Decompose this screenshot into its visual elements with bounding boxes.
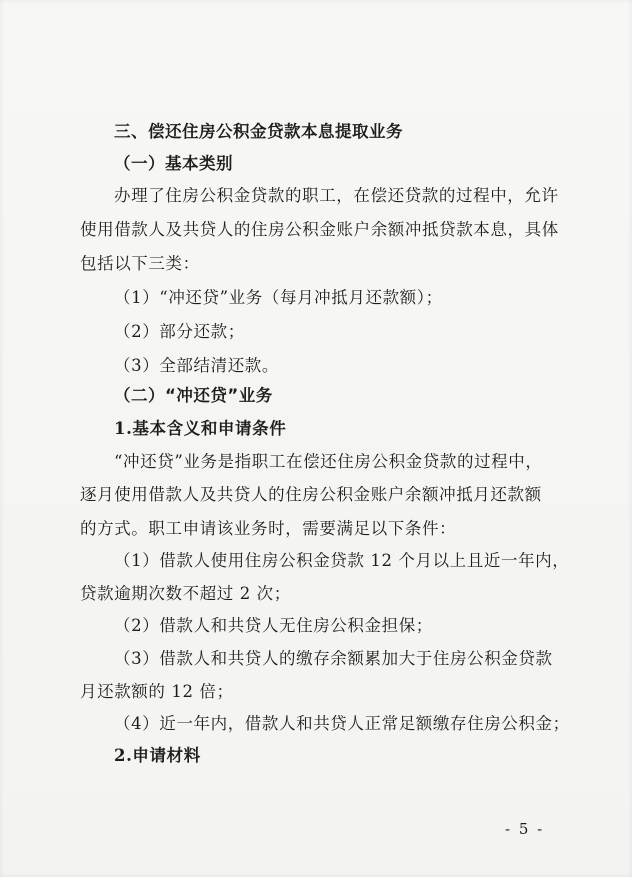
paragraph-line: “冲还贷”业务是指职工在偿还住房公积金贷款的过程中， xyxy=(114,452,543,471)
list-item: （2）部分还款； xyxy=(114,322,245,341)
subheading-application-materials: 2.申请材料 xyxy=(114,746,201,765)
condition-item: （1）借款人使用住房公积金贷款 12 个月以上且近一年内， xyxy=(114,551,570,570)
condition-item-continued: 月还款额的 12 倍； xyxy=(80,682,234,701)
paragraph-line: 的方式。职工申请该业务时，需要满足以下条件： xyxy=(80,519,457,538)
condition-item: （2）借款人和共贷人无住房公积金担保； xyxy=(114,616,433,635)
condition-item-continued: 贷款逾期次数不超过 2 次； xyxy=(80,584,291,603)
paragraph-line: 办理了住房公积金贷款的职工，在偿还贷款的过程中，允许 xyxy=(114,186,559,205)
subsection-heading-basic-categories: （一）基本类别 xyxy=(114,154,233,173)
section-heading: 三、偿还住房公积金贷款本息提取业务 xyxy=(114,122,403,141)
paragraph-line: 使用借款人及共贷人的住房公积金账户余额冲抵贷款本息，具体 xyxy=(80,220,559,239)
condition-item: （4）近一年内，借款人和共贷人正常足额缴存住房公积金； xyxy=(114,714,570,733)
list-item: （3）全部结清还款。 xyxy=(114,356,279,375)
condition-item: （3）借款人和共贷人的缴存余额累加大于住房公积金贷款 xyxy=(114,649,553,668)
paragraph-line: 包括以下三类： xyxy=(80,254,200,273)
page-number: - 5 - xyxy=(505,820,545,838)
paragraph-line: 逐月使用借款人及共贷人的住房公积金账户余额冲抵月还款额 xyxy=(80,485,542,504)
subsection-heading-offset-repayment: （二）“冲还贷”业务 xyxy=(114,386,273,405)
subheading-basic-meaning: 1.基本含义和申请条件 xyxy=(114,419,287,438)
list-item: （1）“冲还贷”业务（每月冲抵月还款额）； xyxy=(114,288,443,307)
